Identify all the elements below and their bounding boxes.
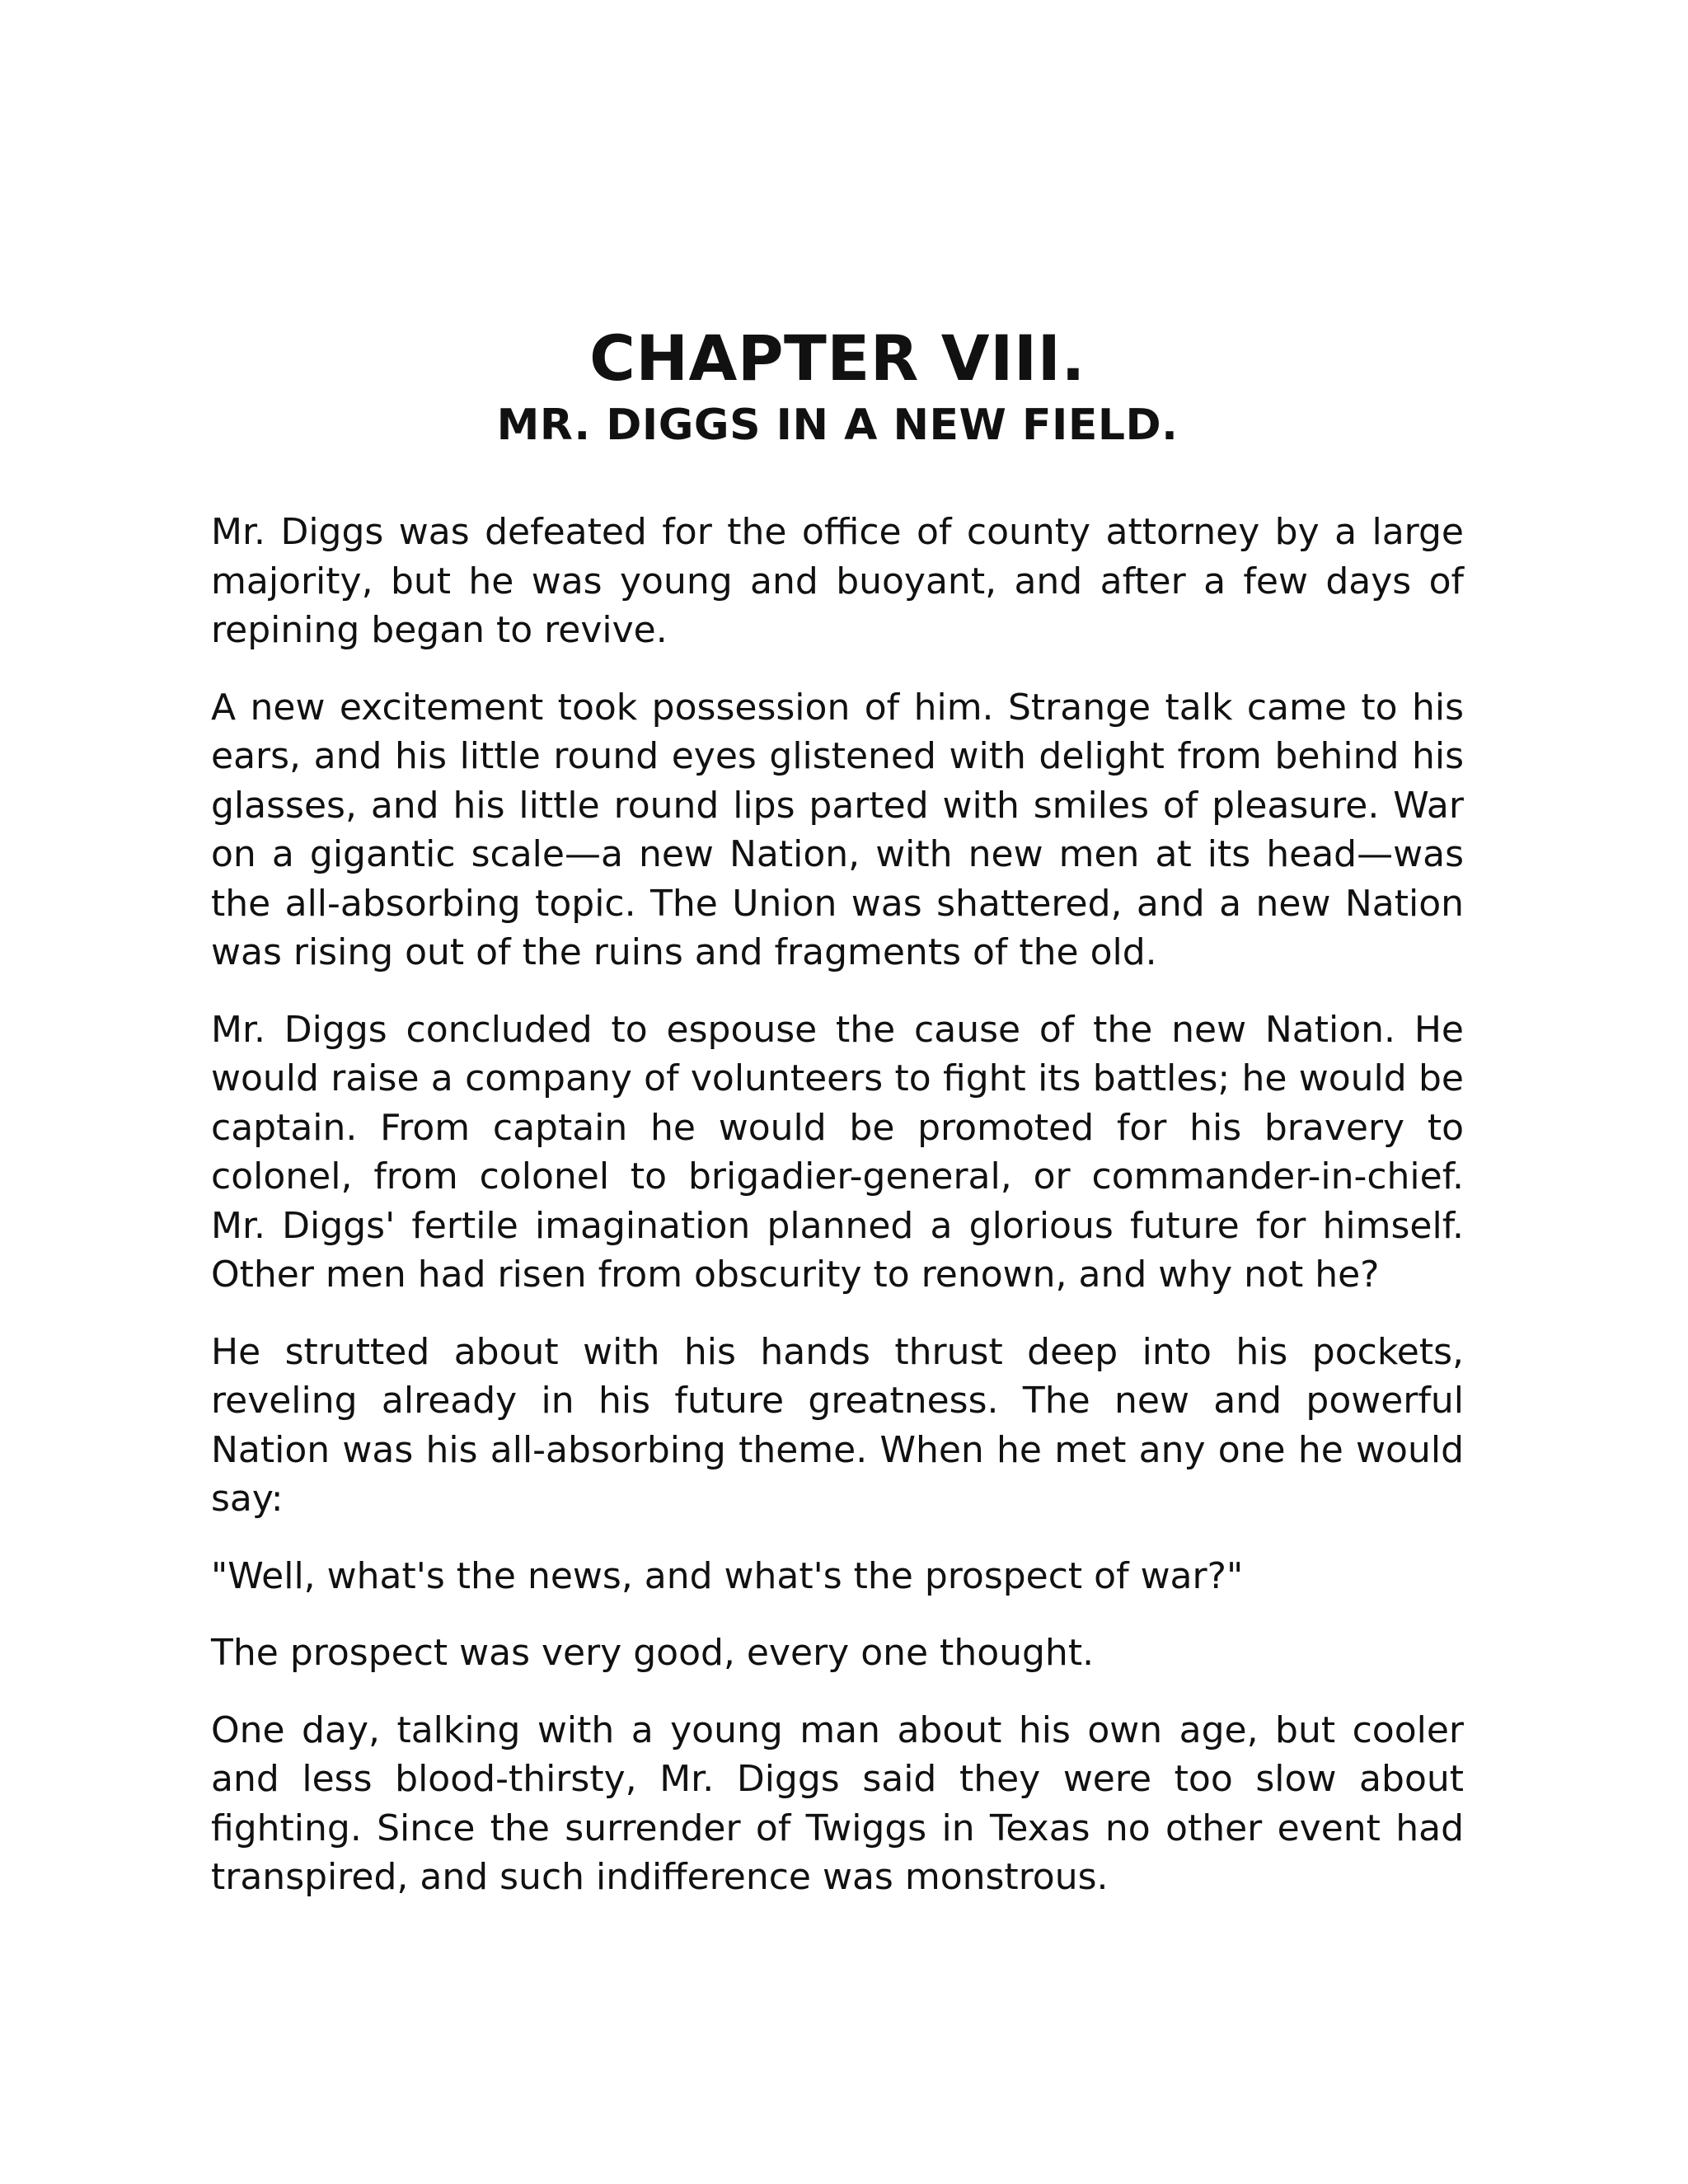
- chapter-body: [211, 508, 1464, 1902]
- paragraph-6: The prospect was very good, every one thought.: [211, 1632, 1095, 1674]
- chapter-number: CHAPTER VIII.: [589, 321, 1085, 395]
- paragraph-2: A new excitement took possession of him. Strange talk came to his ears, and his little round eyes glistened with delight from behind his glasses, and his little round lips parted with smiles of pleasure. War on a gigantic scale—a new Nation, with new men at its head—was the all-absorbing topic. The Union was shattered, and a new Nation was rising out of the ruins and fragments of the old.: [211, 686, 1464, 973]
- paragraph-4: He strutted about with his hands thrust deep into his pockets, reveling already in his future greatness. The new and powerful Nation was his all-absorbing theme. When he met any one he would say:: [211, 1330, 1464, 1520]
- paragraph-7: One day, talking with a young man about his own age, but cooler and less blood-thirsty, Mr. Diggs said they were too slow about fighting. Since the surrender of Twiggs in Texas no other event had transpired, and such indifference was monstrous.: [211, 1708, 1464, 1898]
- paragraph-1: Mr. Diggs was defeated for the office of county attorney by a large majority, but he was young and buoyant, and after a few days of repining began to revive.: [211, 511, 1464, 651]
- paragraph-3: Mr. Diggs concluded to espouse the cause of the new Nation. He would raise a company of volunteers to fight its battles; he would be captain. From captain he would be promoted for his bravery to colonel, from colonel to brigadier-general, or commander-in-chief. Mr. Diggs' fertile imagination planned a glorious future for himself. Other men had risen from obscurity to renown, and why not he?: [211, 1008, 1464, 1296]
- book-page: [211, 321, 1464, 1930]
- chapter-title: MR. DIGGS IN A NEW FIELD.: [496, 401, 1179, 450]
- paragraph-5: "Well, what's the news, and what's the prospect of war?": [211, 1554, 1244, 1597]
